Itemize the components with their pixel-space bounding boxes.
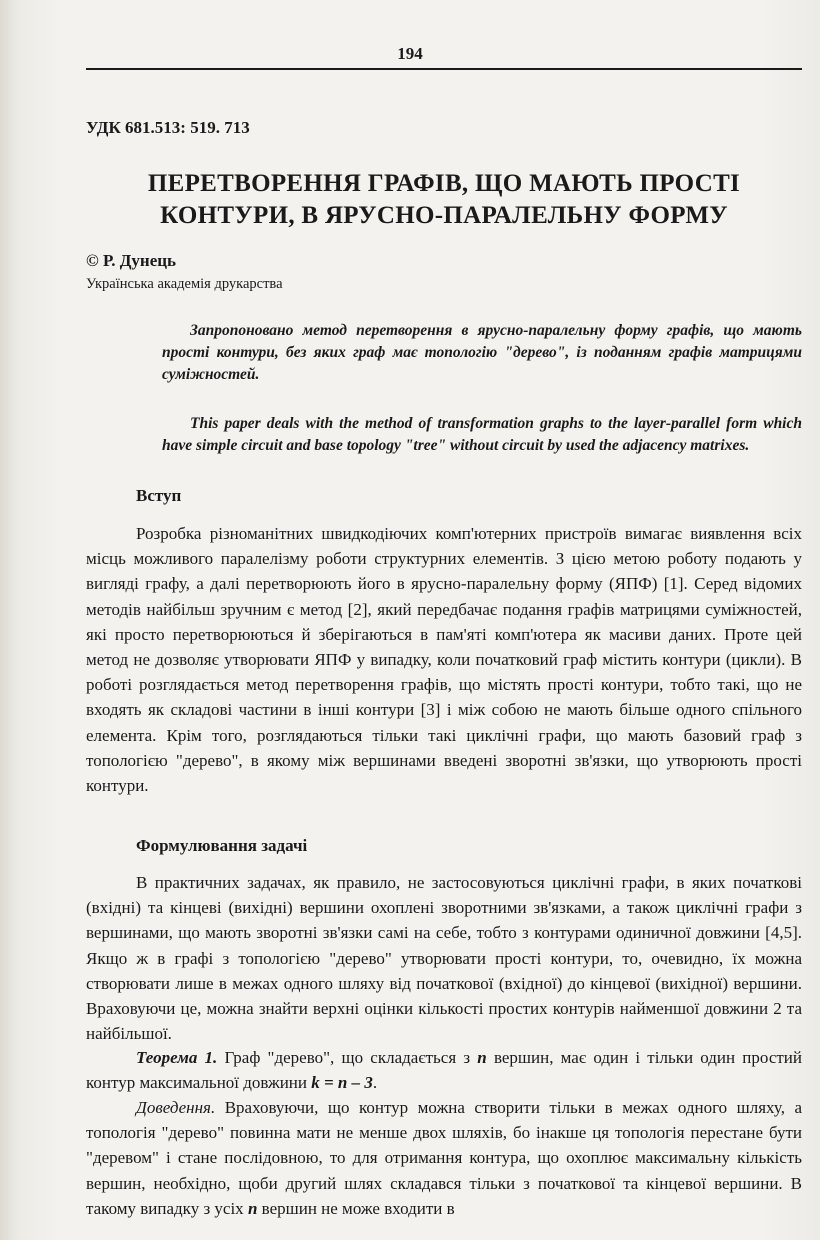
proof-label: Доведення.	[136, 1098, 216, 1117]
abstract-english: This paper deals with the method of transformation graphs to the layer-parallel form which have simple circuit and base topology "tree" without circuit by used the adjacency matrixes.	[162, 415, 802, 454]
header-rule	[86, 68, 802, 70]
proof-var-n: n	[247, 1198, 258, 1218]
section-heading-problem: Формулювання задачі	[136, 836, 308, 855]
proof-text-a: Враховуючи, що контур можна створити тільки в межах одного шляху, а топологія "дерево" повинна мати не менше двох шляхів, бо інакше ця топологія перестане бути "деревом" і стане послідовною, то для отримання контура, що охоплює максимальну кількість вершин, необхідно, щоби другий шлях складався тільки з початкової та кінцевої вершини. В такому випадку з усіх	[86, 1098, 802, 1218]
theorem-paragraph	[86, 1045, 802, 1095]
problem-paragraph: В практичних задачах, як правило, не застосовуються циклічні графи, в яких початкові (вхідні) та кінцеві (вихідні) вершини охоплені зворотними зв'язками, а також циклічні графи з вершинами, що мають зворотні зв'язки самі на себе, тобто з контурами одиничної довжини [4,5]. Якщо ж в графі з топологією "дерево" утворювати прості контури, то, очевидно, їх можна створювати лише в межах одного шляху від початкової (вхідної) до кінцевої (вихідної) вершини. Враховуючи це, можна знайти верхні оцінки кількості простих контурів найменшої довжини 2 та найбільшої.	[86, 873, 802, 1044]
paper-title	[86, 168, 802, 232]
title-line-2: КОНТУРИ, В ЯРУСНО-ПАРАЛЕЛЬНУ ФОРМУ	[160, 202, 728, 229]
udk-code: УДК 681.513: 519. 713	[86, 118, 250, 137]
theorem-var-n: n	[477, 1048, 487, 1067]
section-heading-intro: Вступ	[136, 486, 182, 505]
theorem-text-a: Граф "дерево", що складається з	[217, 1048, 478, 1067]
theorem-end: .	[372, 1073, 378, 1093]
proof-paragraph	[86, 1095, 802, 1221]
author: © Р. Дунець	[86, 251, 177, 270]
proof-text-b: вершин не може входити в	[257, 1198, 455, 1218]
intro-paragraph: Розробка різноманітних швидкодіючих комп'ютерних пристроїв вимагає виявлення всіх місць можливого паралелізму роботи структурних елементів. З цією метою роботу подають у вигляді графу, а далі перетворюють його в ярусно-паралельну форму (ЯПФ) [1]. Серед відомих методів найбільш зручним є метод [2], який передбачає подання графів матрицями суміжностей, які просто перетворюються й зберігаються в пам'яті комп'ютера як масиви даних. Проте цей метод не дозволяє утворювати ЯПФ у випадку, коли початковий граф містить контури (цикли). В роботі розглядається метод перетворення графів, що містять прості контури, тобто такі, що не входять як складові частини в інші контури [3] і між собою не мають більше одного спільного елемента. Крім того, розглядаються тільки такі циклічні графи, що мають базовий граф з топологією "дерево", в якому між вершинами введені зворотні зв'язки, що утворюють прості контури.	[86, 524, 802, 796]
theorem-text-b: вершин, має один і тільки один простий контур максимальної довжини	[86, 1048, 802, 1093]
theorem-label: Теорема 1.	[136, 1048, 218, 1067]
title-line-1: ПЕРЕТВОРЕННЯ ГРАФІВ, ЩО МАЮТЬ ПРОСТІ	[147, 170, 741, 197]
theorem-formula: k = n – 3	[311, 1073, 373, 1093]
abstract-ukrainian: Запропоновано метод перетворення в ярусно-паралельну форму графів, що мають прості контури, без яких граф має топологію "дерево", із поданням графів матрицями суміжностей.	[162, 322, 802, 383]
affiliation: Українська академія друкарства	[86, 276, 283, 292]
page-number: 194	[397, 44, 423, 63]
